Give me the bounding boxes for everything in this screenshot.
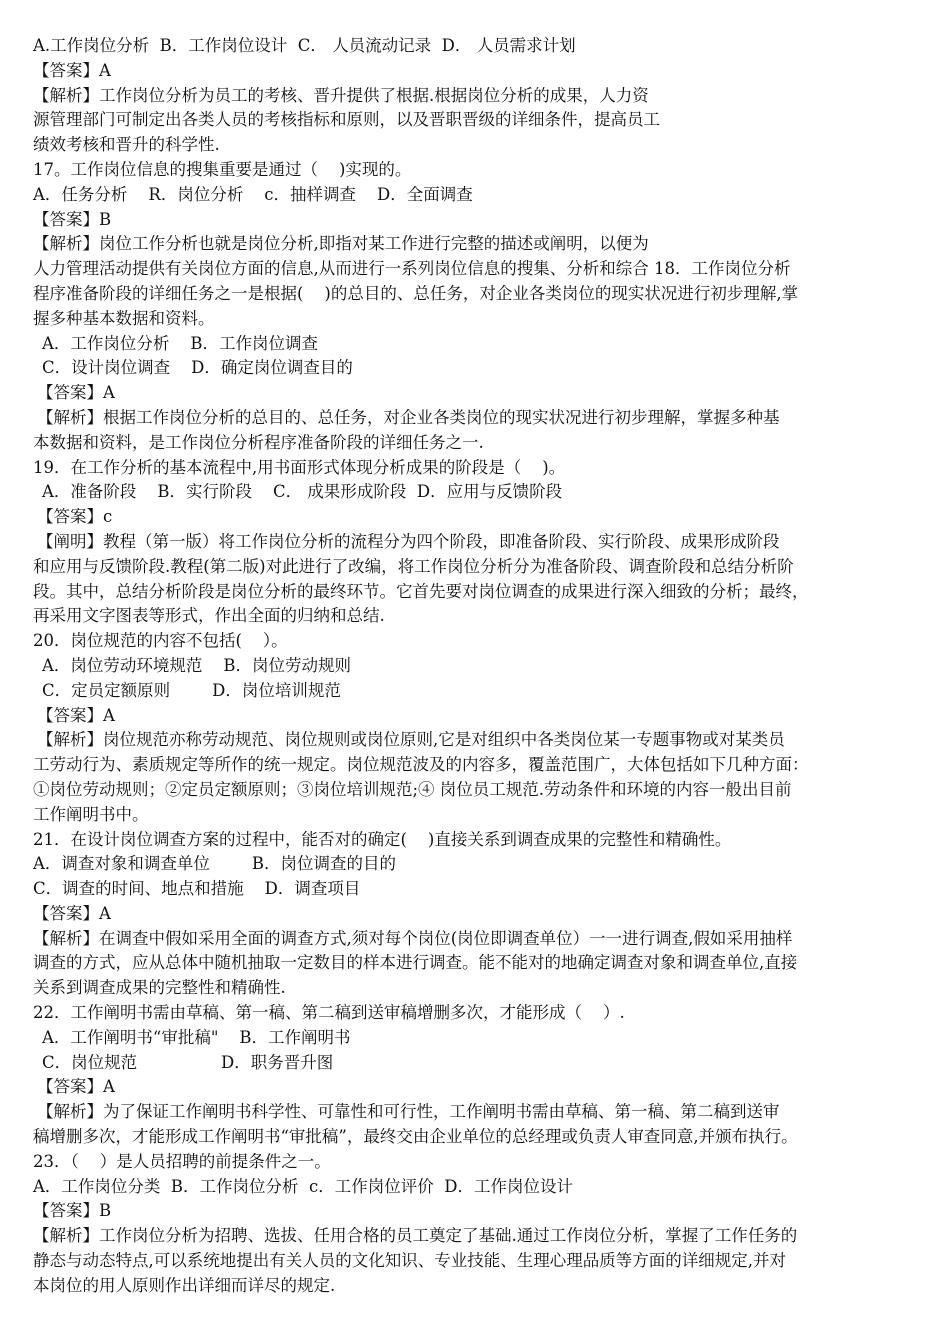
text-line: 再采用文字图表等形式，作出全面的归纳和总结.	[33, 606, 385, 626]
text-line: 段。其中，总结分析阶段是岗位分析的最终环节。它首先要对岗位调查的成果进行深入细致的分析；最终，	[33, 581, 809, 601]
text-line: C．调查的时间、地点和措施 D．调查项目	[33, 879, 361, 899]
text-line: C．岗位规范 D．职务晋升图	[42, 1052, 334, 1072]
text-line: 【解析】岗位工作分析也就是岗位分析,即指对某工作进行完整的描述或阐明，以便为	[33, 234, 649, 254]
text-line: 【答案】A	[37, 705, 115, 725]
text-line: 【答案】A	[37, 1077, 115, 1097]
text-line: 【阐明】教程（第一版）将工作岗位分析的流程分为四个阶段，即准备阶段、实行阶段、成果形成阶段	[37, 531, 780, 551]
text-line: 人力管理活动提供有关岗位方面的信息,从而进行一系列岗位信息的搜集、分析和综合 18．工作岗位分析	[33, 259, 791, 279]
text-line: 【解析】为了保证工作阐明书科学性、可靠性和可行性，工作阐明书需由草稿、第一稿、第二稿到送审	[37, 1102, 780, 1122]
text-line: 调查的方式，应从总体中随机抽取一定数目的样本进行调查。能不能对的地确定调查对象和调查单位,直接	[33, 953, 798, 973]
text-line: 握多种基本数据和资料。	[33, 308, 215, 328]
document-page	[33, 34, 923, 1299]
text-line: A．工作岗位分类 B．工作岗位分析 c．工作岗位评价 D．工作岗位设计	[33, 1176, 573, 1196]
text-line: 静态与动态特点,可以系统地提出有关人员的文化知识、专业技能、生理心理品质等方面的详细规定,并对	[33, 1251, 786, 1271]
text-line: 【答案】A	[33, 60, 111, 80]
text-line: 工劳动行为、素质规定等所作的统一规定。岗位规范波及的内容多，覆盖范围广，大体包括如下几种方面：	[33, 755, 809, 775]
text-line: 本数据和资料，是工作岗位分析程序准备阶段的详细任务之一.	[33, 432, 484, 452]
text-line: C．设计岗位调查 D．确定岗位调查目的	[42, 358, 353, 378]
text-line: 【解析】根据工作岗位分析的总目的、总任务，对企业各类岗位的现实状况进行初步理解，掌握多种基	[37, 407, 780, 427]
text-line: A．岗位劳动环境规范 B．岗位劳动规则	[42, 655, 352, 675]
text-line: 【答案】B	[33, 1201, 112, 1221]
text-line: 工作阐明书中。	[33, 804, 149, 824]
text-line: 【答案】A	[37, 383, 115, 403]
text-line: 关系到调查成果的完整性和精确性.	[33, 978, 286, 998]
text-line: 源管理部门可制定出各类人员的考核指标和原则，以及晋职晋级的详细条件，提高员工	[33, 110, 660, 130]
text-line: 22．工作阐明书需由草稿、第一稿、第二稿到送审稿增删多次，才能形成（ ）.	[33, 1003, 625, 1023]
text-line: ①岗位劳动规则；②定员定额原则；③岗位培训规范;④ 岗位员工规范.劳动条件和环境的内容一般出目前	[33, 779, 792, 799]
text-line: 19．在工作分析的基本流程中,用书面形式体现分析成果的阶段是（ )。	[33, 457, 566, 477]
text-line: A．任务分析 R．岗位分析 c．抽样调查 D．全面调查	[33, 184, 473, 204]
text-line: C．定员定额原则 D．岗位培训规范	[42, 680, 341, 700]
text-line: 【解析】岗位规范亦称劳动规范、岗位规则或岗位原则,它是对组织中各类岗位某一专题事物或对某类员	[37, 730, 785, 750]
text-line: A．准备阶段 B．实行阶段 C． 成果形成阶段 D．应用与反馈阶段	[42, 482, 563, 502]
text-line: 【解析】在调查中假如采用全面的调查方式,须对每个岗位(岗位即调查单位）一一进行调查,假如采用抽样	[33, 928, 793, 948]
text-line: A.工作岗位分析 B．工作岗位设计 C． 人员流动记录 D． 人员需求计划	[33, 36, 576, 55]
text-line: 绩效考核和晋升的科学性.	[33, 135, 220, 155]
text-line: 本岗位的用人原则作出详细而详尽的规定.	[33, 1275, 336, 1295]
text-line: A．调查对象和调查单位 B．岗位调查的目的	[33, 854, 396, 874]
text-line: 【答案】A	[33, 903, 111, 923]
text-line: 【答案】B	[33, 209, 112, 229]
text-line: 程序准备阶段的详细任务之一是根据( )的总目的、总任务，对企业各类岗位的现实状况进行初步理解,掌	[33, 283, 799, 303]
text-line: 【解析】工作岗位分析为员工的考核、晋升提供了根据.根据岗位分析的成果，人力资	[33, 85, 649, 105]
text-line: A．工作岗位分析 B．工作岗位调查	[42, 333, 319, 353]
text-line: 21．在设计岗位调查方案的过程中，能否对的确定( )直接关系到调查成果的完整性和精确性。	[33, 829, 732, 849]
text-line: 和应用与反馈阶段.教程(第二版)对此进行了改编，将工作岗位分析分为准备阶段、调查阶段和总结分析阶	[33, 556, 794, 576]
text-line: 【答案】c	[37, 507, 113, 527]
text-line: 稿增删多次，才能形成工作阐明书“审批稿”，最终交由企业单位的总经理或负责人审查同意,并颁布执行。	[33, 1127, 798, 1147]
text-line: 【解析】工作岗位分析为招聘、选拔、任用合格的员工奠定了基础.通过工作岗位分析，掌握了工作任务的	[33, 1226, 798, 1246]
text-line: 23．（ ）是人员招聘的前提条件之一。	[33, 1151, 331, 1171]
text-line: 17。工作岗位信息的搜集重要是通过（ )实现的。	[33, 159, 412, 179]
text-line: 20．岗位规范的内容不包括( ）。	[33, 631, 288, 651]
text-line: A．工作阐明书“审批稿" B．工作阐明书	[42, 1027, 351, 1047]
